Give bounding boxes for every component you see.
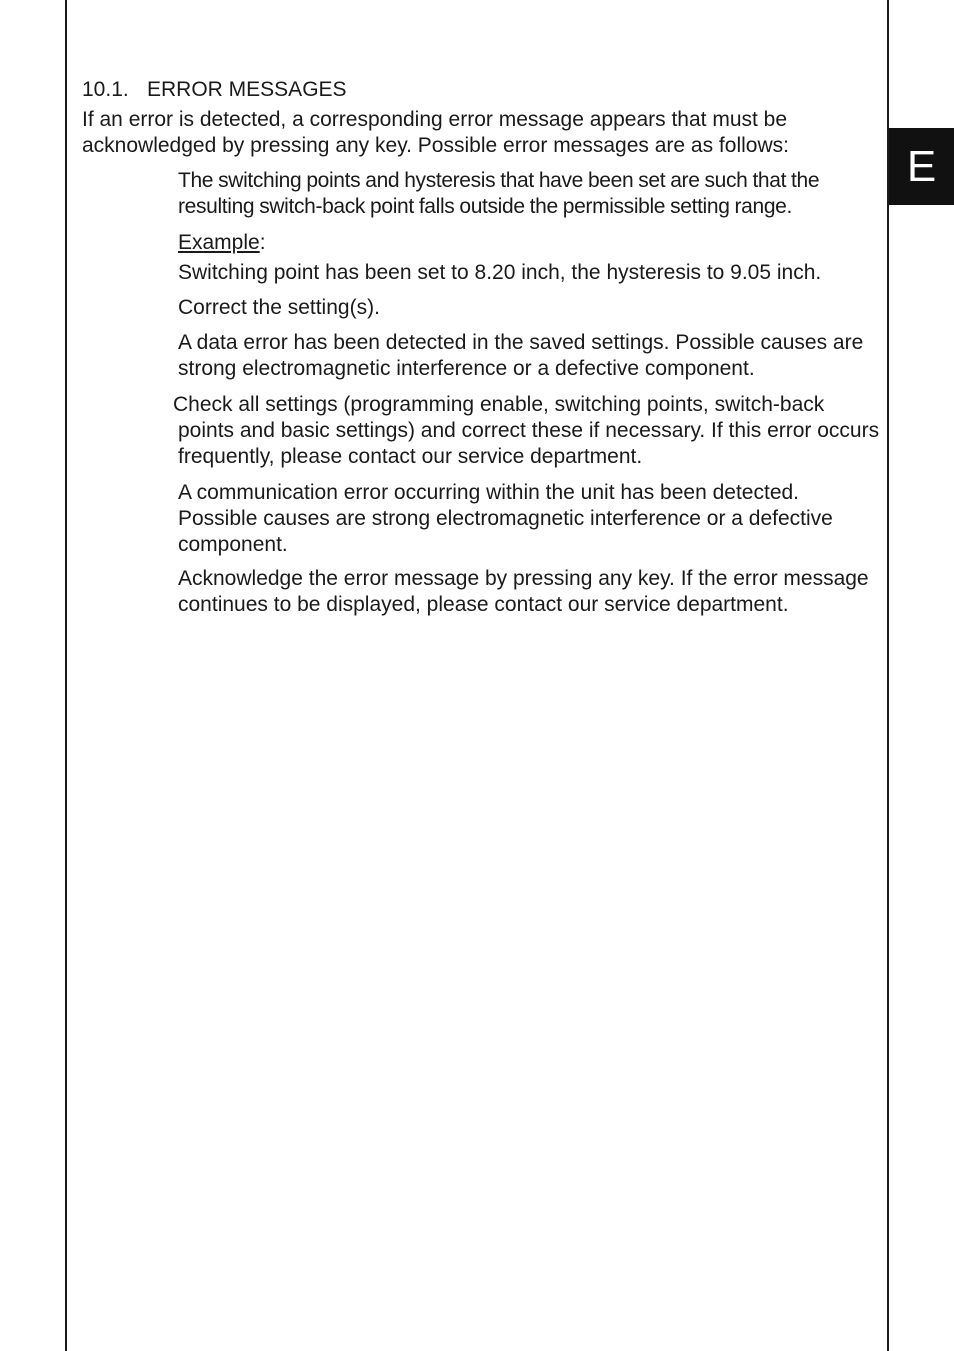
check-settings-rest: points and basic settings) and correct these if necessary. If this error occurs frequently, please contact our service department. xyxy=(178,419,880,468)
paragraph-example-text: Switching point has been set to 8.20 inch, the hysteresis to 9.05 inch. xyxy=(178,261,822,284)
paragraph-data-error: A data error has been detected in the saved settings. Possible causes are strong electromagnetic interference or a defective component. xyxy=(178,331,864,380)
example-colon: : xyxy=(259,231,266,254)
paragraph-acknowledge: Acknowledge the error message by pressing any key. If the error message continues to be displayed, please contact our service department. xyxy=(178,567,869,616)
paragraph-switchback-range: The switching points and hysteresis that have been set are such that the resulting switch-back point falls outside the permissible setting range. xyxy=(178,169,820,218)
intro-paragraph: If an error is detected, a corresponding error message appears that must be acknowledged by pressing any key. Possible error messages are as follows: xyxy=(82,108,789,157)
check-settings-line1: Check all settings (programming enable, switching points, switch-back xyxy=(173,393,825,416)
paragraph-correct-settings: Correct the setting(s). xyxy=(178,296,380,319)
paragraph-communication-error: A communication error occurring within the unit has been detected. Possible causes are strong electromagnetic interference or a defective component. xyxy=(178,481,833,556)
section-heading xyxy=(82,77,347,103)
paragraph-example-label xyxy=(178,230,883,256)
example-label: Example xyxy=(178,231,260,254)
section-tab-label: E xyxy=(906,142,937,191)
section-tab xyxy=(889,128,954,205)
left-margin-rule xyxy=(65,0,67,1351)
section-number: 10.1. xyxy=(82,78,129,101)
section-title: ERROR MESSAGES xyxy=(147,78,347,101)
paragraph-check-settings xyxy=(173,392,883,470)
